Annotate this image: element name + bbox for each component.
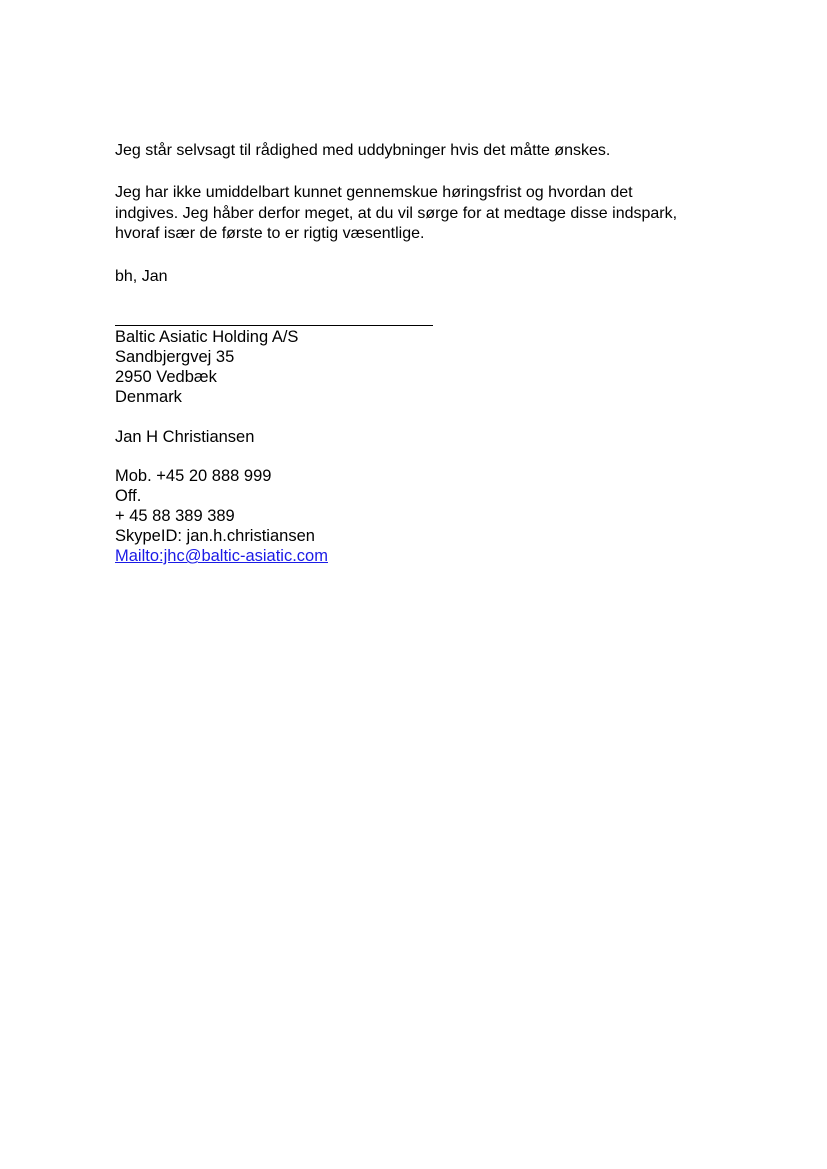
- paragraph-line: Jeg har ikke umiddelbart kunnet gennemskue høringsfrist og hvordan det: [115, 184, 633, 201]
- contact-block: [115, 466, 328, 566]
- company-name: Baltic Asiatic Holding A/S: [115, 328, 299, 346]
- paragraph-deadline: [115, 183, 755, 245]
- email-link[interactable]: Mailto:jhc@baltic-asiatic.com: [115, 547, 328, 565]
- paragraph-availability: Jeg står selvsagt til rådighed med uddybninger hvis det måtte ønskes.: [115, 142, 611, 159]
- mobile-number: Mob. +45 20 888 999: [115, 467, 272, 485]
- closing-greeting: bh, Jan: [115, 268, 168, 285]
- skype-id: SkypeID: jan.h.christiansen: [115, 527, 315, 545]
- country: Denmark: [115, 388, 182, 406]
- street-address: Sandbjergvej 35: [115, 348, 235, 366]
- company-address-block: [115, 327, 298, 407]
- signatory-name: Jan H Christiansen: [115, 428, 255, 446]
- postal-city: 2950 Vedbæk: [115, 368, 217, 386]
- office-label: Off.: [115, 487, 142, 505]
- paragraph-line: indgives. Jeg håber derfor meget, at du vil sørge for at medtage disse indspark,: [115, 204, 678, 222]
- office-number: + 45 88 389 389: [115, 507, 235, 525]
- paragraph-line: hvoraf især de første to er rigtig væsentlige.: [115, 225, 425, 242]
- signatory-block: [115, 427, 254, 447]
- signature-divider: [115, 325, 433, 326]
- office-number-line: [115, 486, 328, 526]
